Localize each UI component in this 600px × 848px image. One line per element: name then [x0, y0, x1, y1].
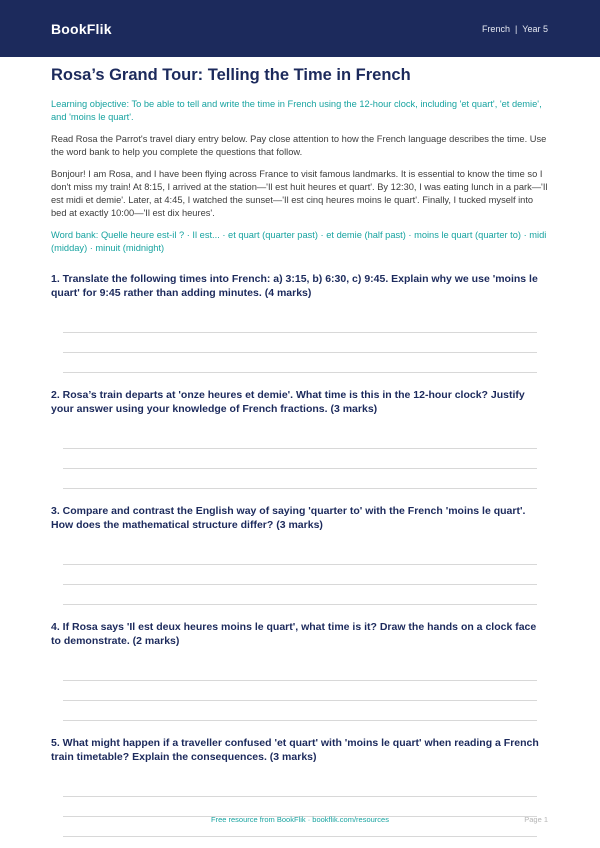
diary-entry: Bonjour! I am Rosa, and I have been flying across France to visit famous landmarks. It is essential to know the time so I don't miss my train! At 8:15, I arrived at the station—'Il est huit heures et quart'. By 12:30, I was eating lunch in a park—'Il est midi et demie'. Later, at 4:45, I watched the sunset—'Il est cinq heures moins le quart'. Finally, I tucked myself into bed at exactly 10:00—'Il est dix heures'. [51, 169, 548, 218]
answer-line[interactable] [63, 448, 537, 449]
answer-area[interactable] [51, 416, 549, 504]
page-footer [0, 815, 600, 829]
question-text: 5. What might happen if a traveller confused 'et quart' with 'moins le quart' when reading a French train timetable? Explain the consequences. (3 marks) [51, 737, 539, 763]
question-block-2 [51, 388, 549, 504]
footer-credit[interactable]: Free resource from BookFlik · bookflik.com/resources [211, 815, 389, 824]
answer-area[interactable] [51, 300, 549, 388]
header-meta [482, 24, 548, 34]
answer-area[interactable] [51, 532, 549, 620]
answer-line[interactable] [63, 796, 537, 797]
brand-logo[interactable]: BookFlik [51, 20, 112, 37]
answer-line[interactable] [63, 372, 537, 373]
page-number: Page 1 [524, 815, 548, 824]
answer-line[interactable] [63, 564, 537, 565]
question-text: 4. If Rosa says 'Il est deux heures moins le quart', what time is it? Draw the hands on a clock face to demonstrate. (2 marks) [51, 621, 537, 647]
answer-line[interactable] [63, 700, 537, 701]
learning-objective: Learning objective: To be able to tell and write the time in French using the 12-hour clock, including 'et quart', 'et demie', and 'moins le quart'. [51, 99, 542, 122]
page-header [0, 0, 600, 57]
answer-line[interactable] [63, 720, 537, 721]
question-block-1 [51, 272, 549, 388]
question-text: 3. Compare and contrast the English way of saying 'quarter to' with the French 'moins le quart'. How does the mathematical structure differ? (3 marks) [51, 505, 526, 531]
answer-line[interactable] [63, 604, 537, 605]
answer-line[interactable] [63, 584, 537, 585]
answer-line[interactable] [63, 468, 537, 469]
answer-area[interactable] [51, 764, 549, 848]
worksheet-content [51, 66, 549, 848]
answer-line[interactable] [63, 488, 537, 489]
answer-line[interactable] [63, 332, 537, 333]
answer-line[interactable] [63, 680, 537, 681]
question-block-5 [51, 736, 549, 848]
separator: | [514, 23, 518, 34]
answer-line[interactable] [63, 352, 537, 353]
instructions-text: Read Rosa the Parrot's travel diary entry below. Pay close attention to how the French language describes the time. Use the word bank to help you complete the questions that follow. [51, 134, 547, 157]
question-block-4 [51, 620, 549, 736]
question-block-3 [51, 504, 549, 620]
year-label: Year 5 [522, 23, 548, 34]
page-title: Rosa’s Grand Tour: Telling the Time in French [51, 66, 411, 84]
answer-line[interactable] [63, 836, 537, 837]
question-text: 1. Translate the following times into French: a) 3:15, b) 6:30, c) 9:45. Explain why we use 'moins le quart' for 9:45 rather than adding minutes. (4 marks) [51, 273, 538, 299]
question-text: 2. Rosa’s train departs at 'onze heures et demie'. What time is this in the 12-hour clock? Justify your answer using your knowledge of French fractions. (3 marks) [51, 389, 525, 415]
word-bank: Word bank: Quelle heure est-il ? · Il est... · et quart (quarter past) · et demie (half past) · moins le quart (quarter to) · midi (midday) · minuit (midnight) [51, 230, 547, 253]
subject-label: French [481, 23, 510, 34]
answer-area[interactable] [51, 648, 549, 736]
